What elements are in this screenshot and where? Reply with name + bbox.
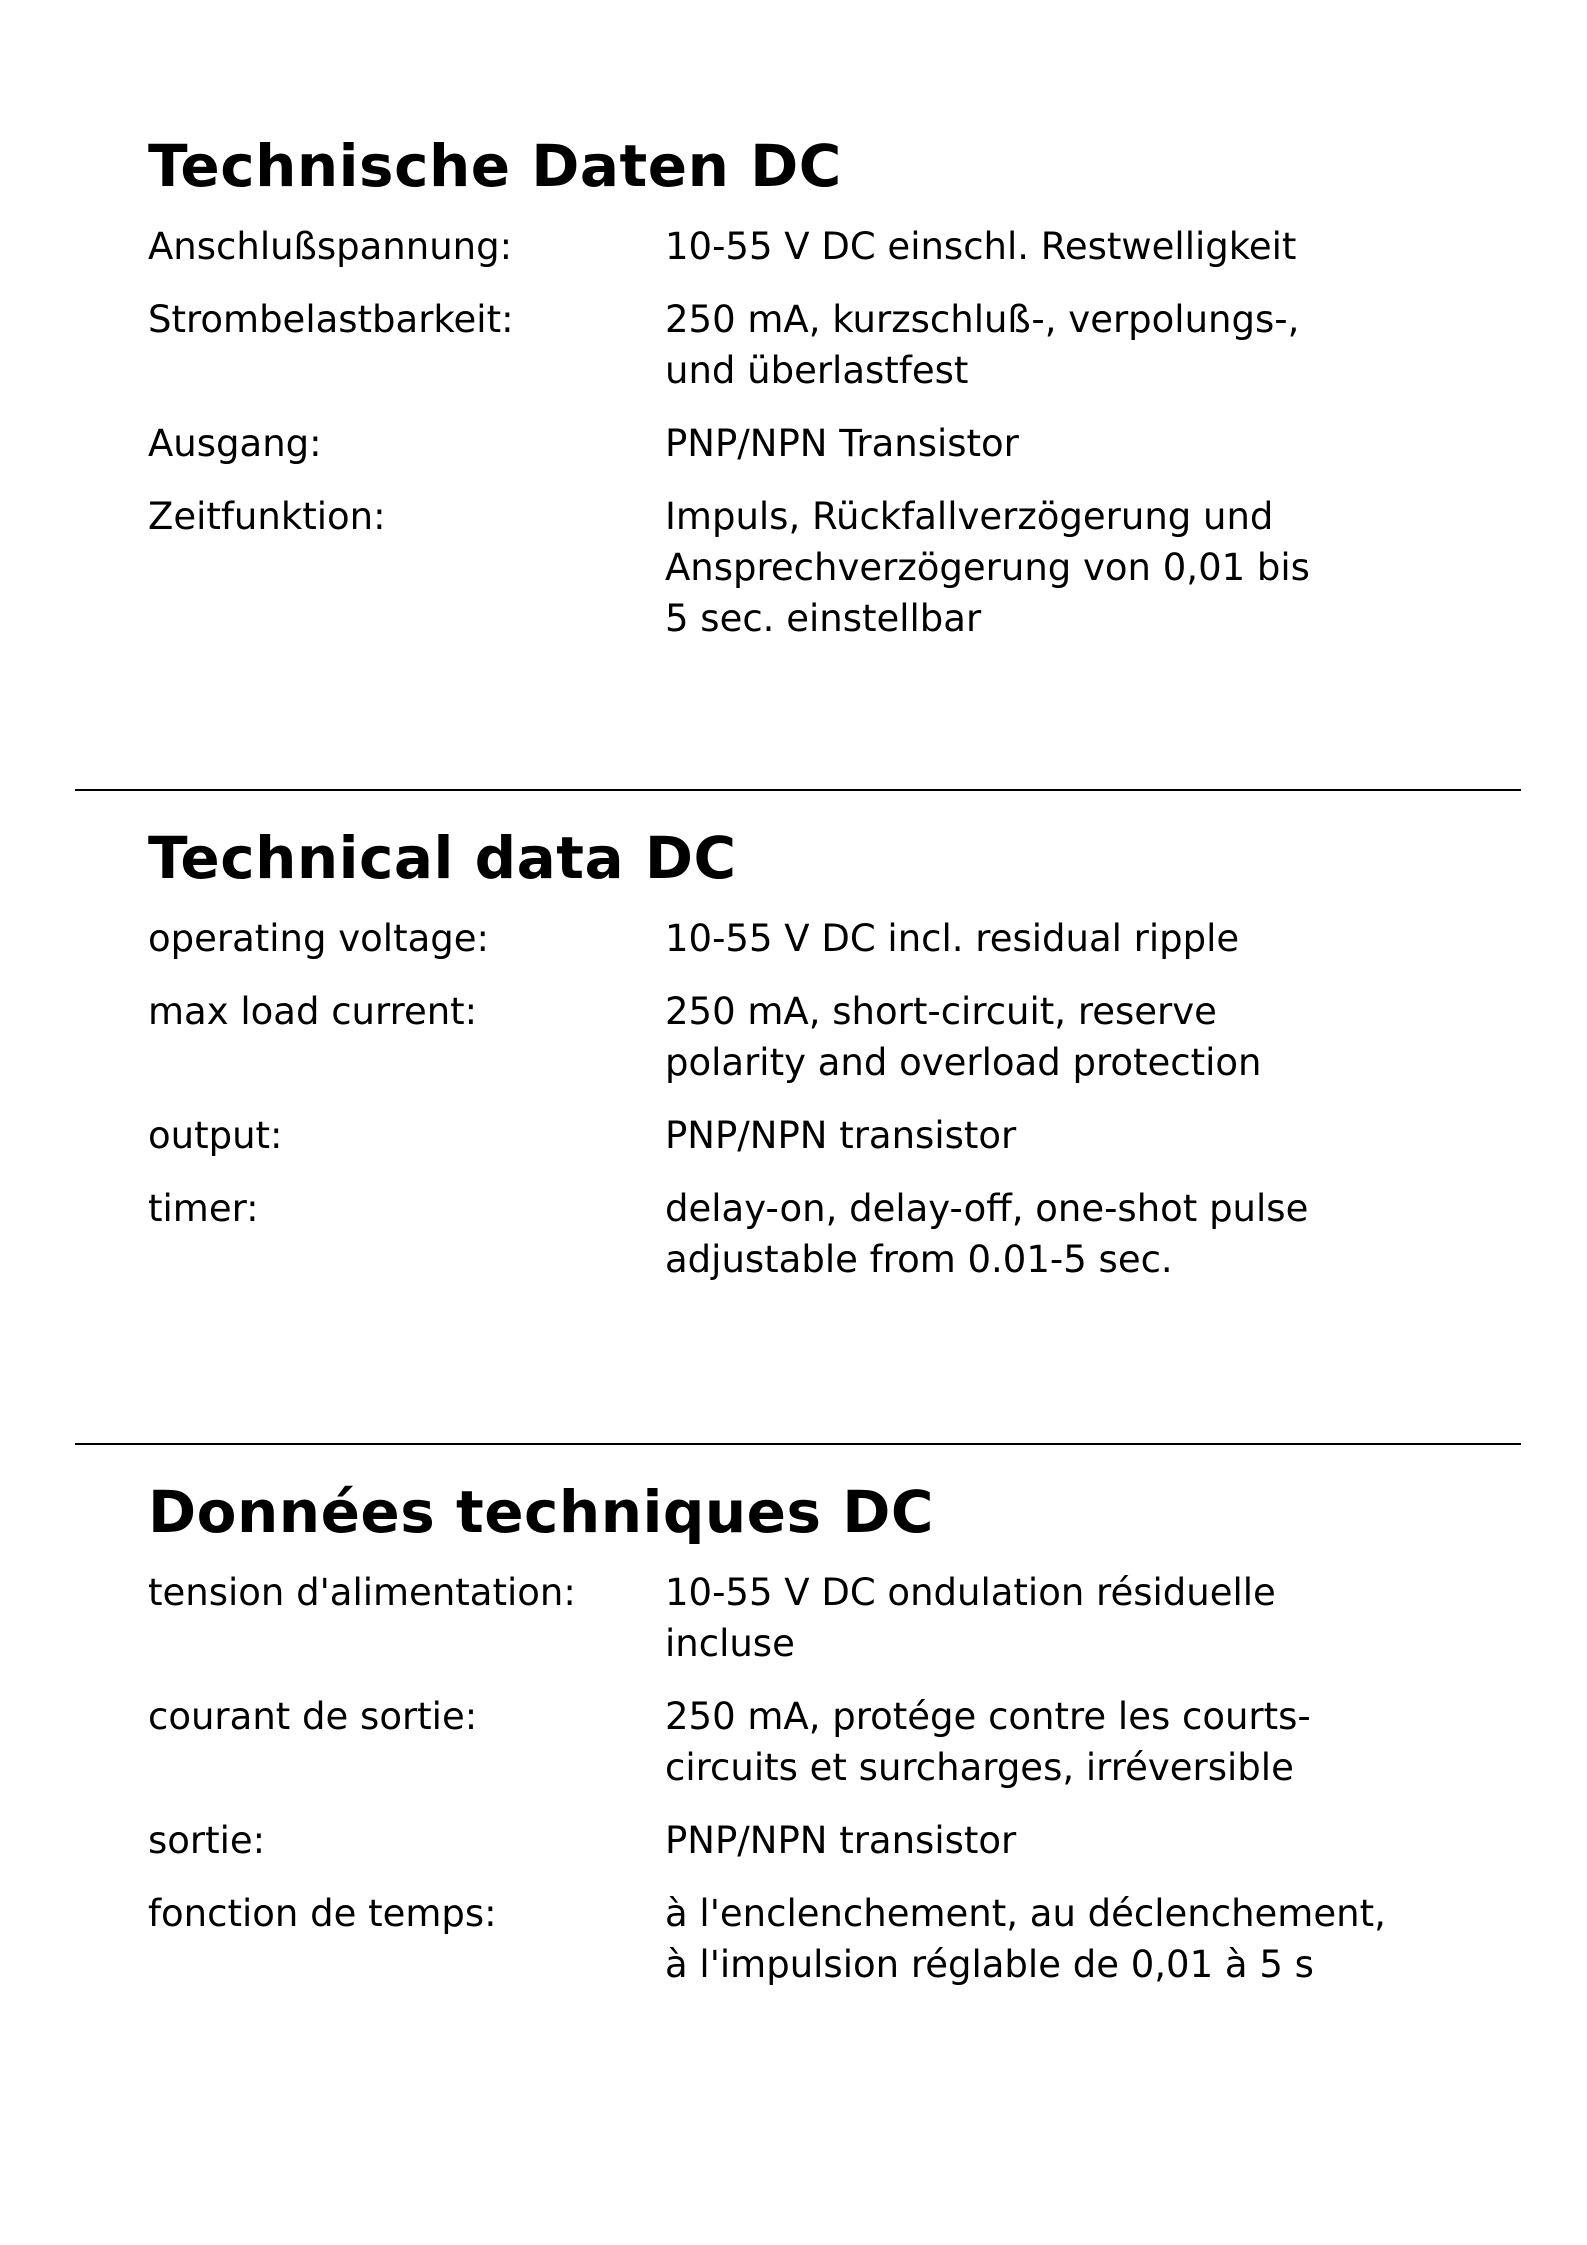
spec-label: fonction de temps:	[148, 1892, 497, 1935]
spec-value-line: circuits et surcharges, irréversible	[665, 1746, 1294, 1789]
spec-row	[148, 1567, 1438, 1669]
spec-row	[148, 491, 1438, 644]
spec-value	[665, 1183, 1445, 1285]
section-german	[148, 132, 1438, 666]
spec-label: Strombelastbarkeit:	[148, 298, 514, 341]
spec-row	[148, 913, 1438, 964]
spec-row	[148, 1815, 1438, 1866]
spec-value-line: adjustable from 0.01-5 sec.	[665, 1238, 1173, 1281]
spec-row	[148, 418, 1438, 469]
spec-value-line: delay-on, delay-off, one-shot pulse	[665, 1187, 1309, 1230]
spec-value	[665, 986, 1445, 1088]
spec-row	[148, 1110, 1438, 1161]
spec-value-line: 10-55 V DC einschl. Restwelligkeit	[665, 225, 1297, 268]
section-heading: Technische Daten DC	[148, 132, 842, 200]
section-heading: Technical data DC	[148, 824, 737, 892]
spec-value	[665, 221, 1445, 272]
spec-value-line: PNP/NPN Transistor	[665, 422, 1019, 465]
section-divider	[75, 1443, 1521, 1445]
spec-label: tension d'alimentation:	[148, 1571, 576, 1614]
spec-label: Zeitfunktion:	[148, 495, 386, 538]
spec-value	[665, 294, 1445, 396]
spec-row	[148, 986, 1438, 1088]
spec-label: Ausgang:	[148, 422, 322, 465]
spec-label: operating voltage:	[148, 917, 489, 960]
section-divider	[75, 789, 1521, 791]
spec-list	[148, 913, 1438, 1285]
spec-value-line: à l'enclenchement, au déclenchement,	[665, 1892, 1386, 1935]
spec-value-line: PNP/NPN transistor	[665, 1819, 1017, 1862]
spec-value-line: 10-55 V DC incl. residual ripple	[665, 917, 1240, 960]
spec-value-line: 250 mA, short-circuit, reserve	[665, 990, 1217, 1033]
spec-value-line: polarity and overload protection	[665, 1041, 1262, 1084]
spec-value	[665, 913, 1445, 964]
spec-label: timer:	[148, 1187, 259, 1230]
spec-list	[148, 221, 1438, 644]
spec-value-line: 250 mA, kurzschluß-, verpolungs-,	[665, 298, 1300, 341]
spec-value	[665, 491, 1445, 644]
section-heading: Données techniques DC	[148, 1478, 934, 1546]
spec-value-line: incluse	[665, 1622, 795, 1665]
spec-label: output:	[148, 1114, 283, 1157]
spec-value-line: Impuls, Rückfallverzögerung und	[665, 495, 1274, 538]
spec-label: Anschlußspannung:	[148, 225, 513, 268]
spec-value-line: 5 sec. einstellbar	[665, 597, 982, 640]
spec-label: courant de sortie:	[148, 1695, 478, 1738]
spec-value	[665, 418, 1445, 469]
spec-list	[148, 1567, 1438, 1990]
spec-label: sortie:	[148, 1819, 266, 1862]
spec-value	[665, 1815, 1445, 1866]
spec-value-line: 250 mA, protége contre les courts-	[665, 1695, 1311, 1738]
spec-value-line: 10-55 V DC ondulation résiduelle	[665, 1571, 1276, 1614]
spec-row	[148, 1183, 1438, 1285]
section-french	[148, 1478, 1438, 2012]
spec-value-line: à l'impulsion réglable de 0,01 à 5 s	[665, 1943, 1314, 1986]
spec-value-line: Ansprechverzögerung von 0,01 bis	[665, 546, 1310, 589]
spec-value	[665, 1691, 1445, 1793]
spec-value	[665, 1888, 1445, 1990]
spec-label: max load current:	[148, 990, 478, 1033]
spec-value-line: und überlastfest	[665, 349, 969, 392]
spec-value-line: PNP/NPN transistor	[665, 1114, 1017, 1157]
section-english	[148, 824, 1438, 1307]
spec-row	[148, 1691, 1438, 1793]
spec-value	[665, 1567, 1445, 1669]
spec-row	[148, 221, 1438, 272]
spec-value	[665, 1110, 1445, 1161]
spec-row	[148, 1888, 1438, 1990]
spec-row	[148, 294, 1438, 396]
